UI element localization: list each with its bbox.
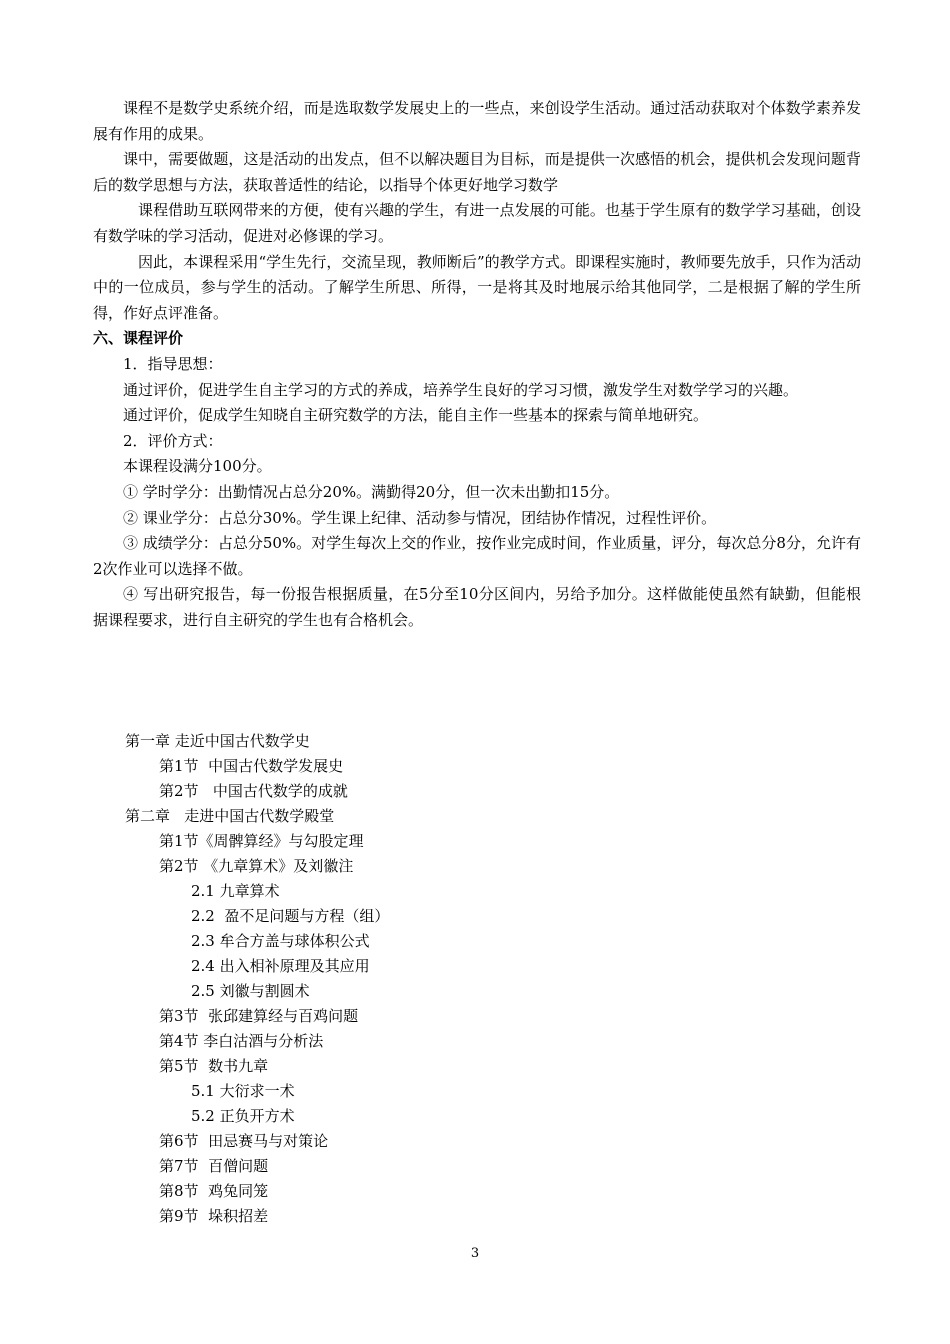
toc-subsection: 2.5 刘徽与割圆术	[191, 982, 310, 1000]
evaluation-item: ③ 成绩学分：占总分50%。对学生每次上交的作业，按作业完成时间，作业质量，评分，每次总分8分，允许有2次作业可以选择不做。	[93, 534, 861, 578]
table-of-contents	[125, 729, 389, 1229]
paragraph: 课程借助互联网带来的方便，使有兴趣的学生，有进一点发展的可能。也基于学生原有的数学学习基础，创设有数学味的学习活动，促进对必修课的学习。	[93, 201, 861, 245]
paragraph: 课程不是数学史系统介绍，而是选取数学发展史上的一些点，来创设学生活动。通过活动获取对个体数学素养发展有作用的成果。	[93, 99, 861, 143]
toc-subsection: 2.2 盈不足问题与方程（组）	[191, 907, 390, 925]
page-number: 3	[470, 1246, 480, 1261]
paragraph: 因此，本课程采用“学生先行，交流呈现，教师断后”的教学方式。即课程实施时，教师要先放手，只作为活动中的一位成员，参与学生的活动。了解学生所思、所得，一是将其及时地展示给其他同学，二是根据了解的学生所得，作好点评准备。	[93, 252, 861, 322]
toc-section: 第7节 百僧问题	[159, 1157, 269, 1175]
guiding-text: 通过评价，促成学生知晓自主研究数学的方法，能自主作一些基本的探索与简单地研究。	[123, 406, 709, 425]
toc-section: 第1节 中国古代数学发展史	[159, 757, 344, 775]
body-text	[93, 96, 861, 633]
toc-subsection: 5.1 大衍求一术	[191, 1082, 295, 1100]
toc-subsection: 2.3 牟合方盖与球体积公式	[191, 932, 370, 950]
toc-subsection: 2.1 九章算术	[191, 882, 280, 900]
toc-section: 第2节 中国古代数学的成就	[159, 782, 348, 800]
guiding-label: 1．指导思想：	[123, 354, 223, 373]
toc-chapter: 第一章 走近中国古代数学史	[125, 732, 310, 750]
toc-subsection: 5.2 正负开方术	[191, 1107, 295, 1125]
evaluation-item: ① 学时学分：出勤情况占总分20%。满勤得20分，但一次未出勤扣15分。	[123, 482, 620, 501]
guiding-text: 通过评价，促进学生自主学习的方式的养成，培养学生良好的学习习惯，激发学生对数学学习的兴趣。	[123, 380, 799, 399]
toc-chapter: 第二章 走进中国古代数学殿堂	[125, 807, 335, 825]
toc-subsection: 2.4 出入相补原理及其应用	[191, 957, 370, 975]
toc-section: 第9节 垛积招差	[159, 1207, 269, 1225]
evaluation-item: ② 课业学分：占总分30%。学生课上纪律、活动参与情况，团结协作情况，过程性评价。	[123, 508, 717, 527]
section-heading: 六、课程评价	[93, 329, 184, 348]
evaluation-item: ④ 写出研究报告，每一份报告根据质量，在5分至10分区间内，另给予加分。这样做能使虽然有缺勤，但能根据课程要求，进行自主研究的学生也有合格机会。	[93, 585, 861, 629]
toc-section: 第6节 田忌赛马与对策论	[159, 1132, 329, 1150]
paragraph: 课中，需要做题，这是活动的出发点，但不以解决题目为目标，而是提供一次感悟的机会，提供机会发现问题背后的数学思想与方法，获取普适性的结论，以指导个体更好地学习数学	[93, 150, 861, 194]
toc-section: 第2节 《九章算术》及刘徽注	[159, 857, 354, 875]
full-score-text: 本课程设满分100分。	[123, 457, 272, 476]
toc-section: 第3节 张邱建算经与百鸡问题	[159, 1007, 359, 1025]
method-label: 2．评价方式：	[123, 431, 223, 450]
toc-section: 第1节《周髀算经》与勾股定理	[159, 832, 364, 850]
toc-section: 第8节 鸡兔同笼	[159, 1182, 269, 1200]
toc-section: 第5节 数书九章	[159, 1057, 269, 1075]
toc-section: 第4节 李白沽酒与分析法	[159, 1032, 324, 1050]
